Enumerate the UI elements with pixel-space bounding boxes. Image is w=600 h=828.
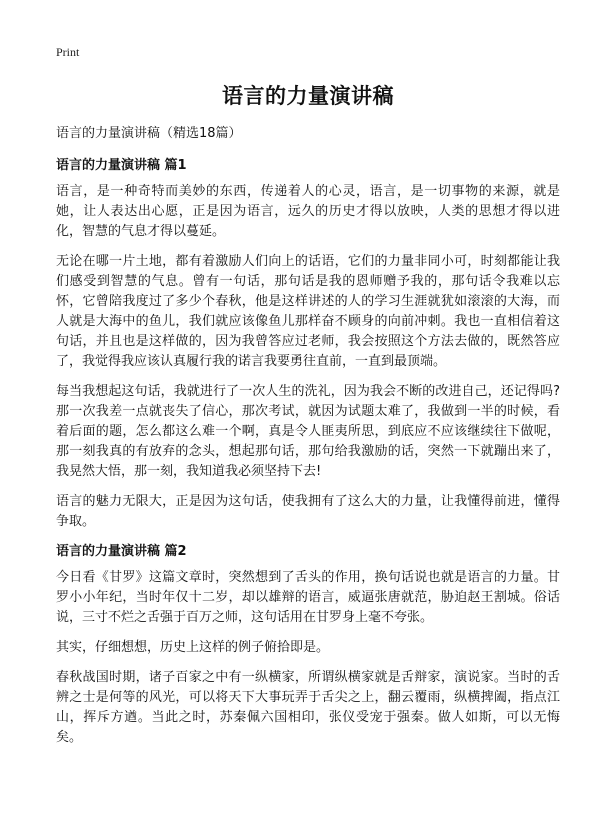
document-subtitle: 语言的力量演讲稿（精选18篇） [56,126,242,141]
paragraph: 其实，仔细想想，历史上这样的例子俯拾即是。 [56,640,330,655]
paragraph: 无论在哪一片土地，都有着激励人们向上的话语，它们的力量非同小可，时刻都能让我们感受到智慧的气息。曾有一句话，那句话是我的恩师赠予我的，那句话令我难以忘怀，它曾陪我度过了多少个春秋，他是这样讲述的人的学习生涯就犹如滚滚的大海，而人就是大海中的鱼儿，我们就应该像鱼儿那样奋不顾身的向前冲刺。我也一直相信着这句话，并且也是这样做的，因为我曾答应过老师，我会按照这个方法去做的，既然答应了，我觉得我应该认真履行我的诺言我要勇往直前，一直到最顶端。 [56,254,560,369]
section-2 [56,542,560,748]
paragraph: 今日看《甘罗》这篇文章时，突然想到了舌头的作用，换句话说也就是语言的力量。甘罗小小年纪，当时年仅十二岁，却以雄辩的语言，威逼张唐就范，胁迫赵王割城。俗话说，三寸不烂之舌强于百万之师，这句话用在甘罗身上毫不夸张。 [56,570,560,625]
section-heading: 语言的力量演讲稿 篇2 [56,544,187,559]
paragraph: 每当我想起这句话，我就进行了一次人生的洗礼，因为我会不断的改进自己，还记得吗?那一次我差一点就丧失了信心，那次考试，就因为试题太难了，我做到一半的时候，看着后面的题，怎么都这么难一个啊，真是令人匪夷所思，到底应不应该继续往下做呢，那一刻我真的有放弃的念头，想起那句话，那句给我激励的话，突然一下就蹦出来了，我晃然大悟，那一刻，我知道我必须坚持下去! [56,384,560,479]
section-heading: 语言的力量演讲稿 篇1 [56,158,187,173]
paragraph: 语言的魅力无限大，正是因为这句话，使我拥有了这么大的力量，让我懂得前进，懂得争取。 [56,494,560,529]
print-label: Print [56,45,80,59]
paragraph: 语言，是一种奇特而美妙的东西，传递着人的心灵，语言，是一切事物的来源，就是她，让人表达出心愿，正是因为语言，远久的历史才得以放映，人类的思想才得以进化，智慧的气息才得以蔓延。 [56,184,560,239]
paragraph: 春秋战国时期，诸子百家之中有一纵横家，所谓纵横家就是舌辩家，演说家。当时的舌辨之士是何等的风光，可以将天下大事玩弄于舌尖之上，翻云覆雨，纵横捭阖，指点江山，挥斥方遒。当此之时，苏秦佩六国相印，张仪受宠于强秦。做人如斯，可以无悔矣。 [56,670,560,745]
document-title: 语言的力量演讲稿 [222,84,394,108]
section-1 [56,156,560,532]
